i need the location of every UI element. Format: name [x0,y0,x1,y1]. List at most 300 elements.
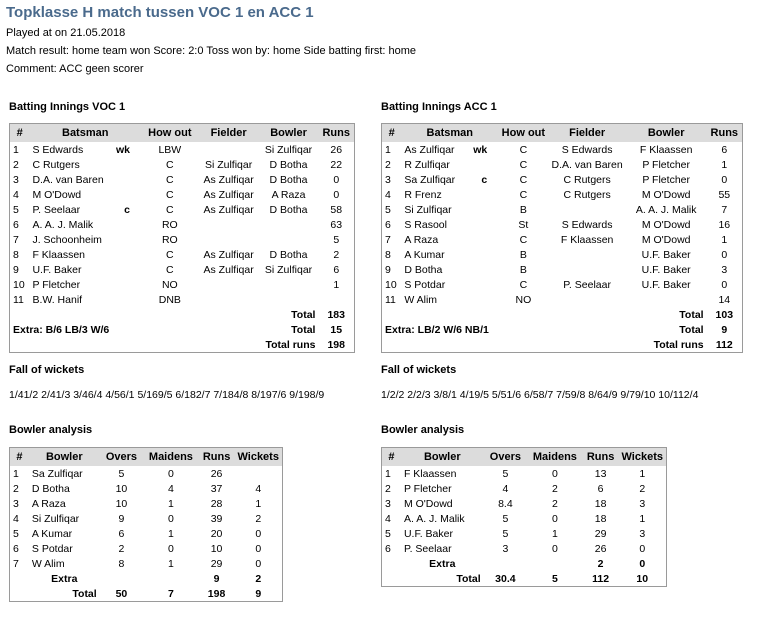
batting-row [10,157,355,172]
fielder [199,277,259,292]
overs: 8.4 [498,497,513,510]
batsman-role-tag: c [481,173,488,186]
batsman-name: A. A. J. Malik [32,218,94,231]
col-runs: Runs [199,448,235,467]
fielder [549,292,626,307]
maidens: 0 [167,512,174,525]
col-fielder: Fielder [549,124,626,143]
fielder: Si Zulfiqar [204,158,253,171]
how-out: DNB [158,293,181,306]
runs: 1 [333,278,340,291]
voc-fall-of-wickets: 1/41/2 2/41/3 3/46/4 4/56/1 5/169/5 6/182/7 7/184/8 8/197/6 9/198/9 [9,389,325,401]
bowler: U.F. Baker [641,278,691,291]
col-runs: Runs [318,124,354,143]
total-maidens: 5 [551,572,558,585]
extra-wickets: 0 [639,557,646,570]
overs: 10 [115,482,128,495]
col-number: # [10,448,29,467]
bowler: P Fletcher [642,173,690,186]
runs: 1 [721,233,728,246]
batsman-number: 6 [13,218,19,231]
batsman-cell [29,232,141,247]
maidens: 0 [167,467,174,480]
batting-row [10,202,355,217]
bowling-row [10,511,283,526]
batting-row [10,262,355,277]
runs: 16 [718,218,731,231]
batsman-cell [401,157,498,172]
acc-batting-title: Batting Innings ACC 1 [381,101,497,113]
wickets: 0 [255,542,262,555]
bowler: M O'Dowd [641,188,691,201]
match-comment: Comment: ACC geen scorer [6,63,144,75]
batsman-role-tag: wk [116,143,131,156]
batsman-cell [29,187,141,202]
bowling-row [382,511,667,526]
runs: 58 [330,203,343,216]
how-out: C [519,173,528,186]
how-out: C [166,263,174,276]
how-out: C [519,158,528,171]
bowler-name: M O'Dowd [403,497,453,510]
bowler-number: 2 [385,482,391,495]
col-runs: Runs [583,448,619,467]
batsman-number: 6 [385,218,391,231]
wickets: 2 [639,482,646,495]
col-maidens: Maidens [527,448,583,467]
batsman-number: 4 [13,188,19,201]
batting-row [10,292,355,307]
batsman-cell [401,217,498,232]
batting-row [10,217,355,232]
col-wickets: Wickets [618,448,666,467]
batsman-name: S Edwards [32,143,84,156]
fielder: S Edwards [561,218,613,231]
bowler-number: 6 [385,542,391,555]
batsman-number: 7 [13,233,19,246]
total-label: Total [679,308,704,321]
bowler: D Botha [269,203,308,216]
total-wickets: 10 [636,572,649,585]
match-result: Match result: home team won Score: 2:0 Toss won by: home Side batting first: home [6,45,417,57]
batsman-cell [401,262,498,277]
fielder: P. Seelaar [563,278,611,291]
fielder [549,262,626,277]
batsman-role-tag: c [124,203,131,216]
total-wickets: 9 [255,587,262,600]
runs: 6 [721,143,728,156]
batsman-number: 5 [385,203,391,216]
runs: 37 [210,482,223,495]
bowling-row [10,541,283,556]
how-out: C [519,188,528,201]
runs: 3 [721,263,728,276]
how-out: B [519,263,527,276]
extras-total-value: 9 [721,323,728,336]
runs: 39 [210,512,223,525]
batsman-number: 2 [385,158,391,171]
batsman-cell [29,157,141,172]
bowler-number: 1 [385,467,391,480]
overs: 5 [502,527,509,540]
batting-row [10,277,355,292]
total-value: 103 [715,308,734,321]
runs: 63 [330,218,343,231]
extras-total-value: 15 [330,323,343,336]
bowler [259,292,319,307]
runs: 20 [210,527,223,540]
batting-row [10,232,355,247]
col-batsman: Batsman [29,124,141,143]
batsman-name: Sa Zulfiqar [404,173,456,186]
bowler: U.F. Baker [641,263,691,276]
bowling-row [10,481,283,496]
maidens: 2 [551,482,558,495]
overs: 5 [502,512,509,525]
bowler-number: 6 [13,542,19,555]
batsman-name: R Frenz [404,188,442,201]
overs: 2 [118,542,125,555]
runs: 26 [330,143,343,156]
bowling-row [382,541,667,556]
runs: 0 [333,188,340,201]
col-how-out: How out [141,124,199,143]
bowler [259,277,319,292]
overs: 10 [115,497,128,510]
acc-batting-table [381,123,743,353]
how-out: C [166,158,174,171]
fielder: S Edwards [561,143,613,156]
played-info: Played at on 21.05.2018 [6,27,126,39]
batsman-number: 11 [13,293,24,306]
maidens: 1 [167,557,174,570]
batsman-name: M O'Dowd [32,188,82,201]
col-maidens: Maidens [143,448,199,467]
bowling-row [10,556,283,571]
how-out: RO [161,233,178,246]
runs: 28 [210,497,223,510]
extra-runs: 2 [597,557,604,570]
col-bowler: Bowler [259,124,319,143]
bowler: P Fletcher [642,158,690,171]
total-maidens: 7 [167,587,174,600]
bowler-number: 5 [385,527,391,540]
batting-row [382,232,743,247]
bowler-name: P Fletcher [403,482,452,495]
voc-batting-table [9,123,355,353]
how-out: C [166,248,174,261]
batsman-number: 1 [385,143,391,156]
fielder [199,217,259,232]
batsman-cell [29,142,141,157]
extra-label: Extra [429,557,456,570]
batting-row [382,217,743,232]
how-out: NO [515,293,532,306]
batsman-number: 3 [385,173,391,186]
batsman-cell [29,292,141,307]
bowler-name: D Botha [31,482,70,495]
batsman-number: 2 [13,158,19,171]
fielder [549,247,626,262]
batsman-number: 7 [385,233,391,246]
batting-row [382,292,743,307]
maidens: 0 [167,542,174,555]
how-out: C [519,143,528,156]
maidens: 1 [167,497,174,510]
wickets [234,466,282,481]
batsman-name: S Potdar [404,278,446,291]
fielder: C Rutgers [563,188,611,201]
batsman-number: 1 [13,143,19,156]
bowler: A Raza [271,188,306,201]
batsman-name: U.F. Baker [32,263,82,276]
bowler-name: Si Zulfiqar [31,512,80,525]
batsman-name: J. Schoonheim [32,233,102,246]
bowler: M O'Dowd [641,233,691,246]
total-overs: 50 [115,587,128,600]
maidens: 2 [551,497,558,510]
batsman-name: S Rasool [404,218,447,231]
batsman-name: As Zulfiqar [404,143,455,156]
overs: 6 [118,527,125,540]
runs: 29 [594,527,607,540]
batsman-name: A Kumar [404,248,445,261]
overs: 9 [118,512,125,525]
fielder: C Rutgers [563,173,611,186]
runs: 55 [718,188,731,201]
batsman-number: 5 [13,203,19,216]
total-label: Total [456,572,481,585]
how-out: C [166,203,174,216]
fielder: As Zulfiqar [203,188,254,201]
bowler-number: 4 [385,512,391,525]
col-bowler: Bowler [626,124,707,143]
bowler: F Klaassen [639,143,693,156]
maidens: 0 [551,512,558,525]
batsman-number: 8 [385,248,391,261]
wickets: 3 [639,527,646,540]
fielder [199,232,259,247]
wickets: 1 [639,467,646,480]
maidens: 1 [167,527,174,540]
bowler: U.F. Baker [641,248,691,261]
batsman-name: P. Seelaar [32,203,81,216]
batsman-cell [29,247,141,262]
col-number: # [10,124,30,143]
runs [318,292,354,307]
batsman-cell [29,262,141,277]
batsman-number: 3 [13,173,19,186]
total-value: 183 [327,308,345,321]
col-how-out: How out [498,124,548,143]
fielder [199,292,259,307]
runs: 29 [210,557,223,570]
voc-bowling-title: Bowler analysis [9,424,93,436]
col-number: # [382,448,401,467]
overs: 4 [502,482,509,495]
bowler [626,292,707,307]
total-overs: 30.4 [495,572,516,585]
runs: 13 [594,467,607,480]
bowler-name: U.F. Baker [403,527,453,540]
how-out: NO [161,278,178,291]
batting-row [382,262,743,277]
runs: 26 [594,542,607,555]
bowler: D Botha [269,248,308,261]
batting-row [10,187,355,202]
total-runs: 198 [207,587,226,600]
bowler-name: P. Seelaar [403,542,452,555]
fielder: As Zulfiqar [203,263,254,276]
fielder: D.A. van Baren [551,158,623,171]
runs: 6 [333,263,340,276]
wickets: 1 [255,497,262,510]
wickets: 1 [639,512,646,525]
batsman-number: 10 [13,278,25,291]
runs: 2 [333,248,340,261]
batsman-cell [29,172,141,187]
batting-row [10,142,355,157]
batsman-name: D Botha [404,263,443,276]
maidens: 0 [551,467,558,480]
batting-row [10,247,355,262]
total-runs-label: Total runs [265,338,316,351]
runs: 18 [594,497,607,510]
col-bowler: Bowler [29,448,100,467]
bowling-row [382,526,667,541]
maidens: 4 [167,482,174,495]
batsman-cell [401,277,498,292]
col-bowler: Bowler [401,448,484,467]
runs: 0 [333,173,340,186]
runs: 26 [210,467,223,480]
batsman-cell [29,202,141,217]
extras-total-label: Total [291,323,316,336]
batsman-name: C Rutgers [32,158,80,171]
how-out: B [519,248,527,261]
how-out: C [166,188,174,201]
overs: 3 [502,542,509,555]
bowler-name: A. A. J. Malik [403,512,465,525]
total-runs-label: Total runs [653,338,704,351]
batsman-cell [401,202,498,217]
how-out: LBW [158,143,182,156]
total-runs-value: 198 [327,338,345,351]
batsman-cell [401,172,498,187]
bowler-name: Sa Zulfiqar [31,467,83,480]
bowler: M O'Dowd [641,218,691,231]
batsman-cell [29,277,141,292]
overs: 8 [118,557,125,570]
batsman-name: D.A. van Baren [32,173,104,186]
bowler-name: W Alim [31,557,65,570]
bowler: Si Zulfiqar [264,143,313,156]
how-out: B [519,203,527,216]
bowler [259,217,319,232]
col-overs: Overs [100,448,143,467]
overs: 5 [502,467,509,480]
col-wickets: Wickets [234,448,282,467]
voc-bowling-table [9,447,283,602]
runs: 1 [721,158,728,171]
bowler-name: A Raza [31,497,66,510]
bowler: D Botha [269,173,308,186]
batsman-cell [401,142,498,157]
batting-row [382,277,743,292]
fielder: F Klaassen [560,233,614,246]
bowler: Si Zulfiqar [264,263,313,276]
batting-row [382,187,743,202]
runs: 14 [718,293,731,306]
col-runs: Runs [707,124,743,143]
extra-label: Extra [51,572,78,585]
acc-bowling-table [381,447,667,587]
runs: 0 [721,278,728,291]
batting-row [382,172,743,187]
runs: 5 [333,233,340,246]
batsman-cell [29,217,141,232]
bowling-row [10,466,283,481]
fielder: As Zulfiqar [203,248,254,261]
overs: 5 [118,467,125,480]
extras-label: Extra: LB/2 W/6 NB/1 [385,323,489,336]
extra-runs: 9 [213,572,220,585]
batsman-name: B.W. Hanif [32,293,83,306]
acc-bowling-title: Bowler analysis [381,424,465,436]
bowler-number: 3 [13,497,19,510]
acc-fow-title: Fall of wickets [381,364,457,376]
runs: 10 [210,542,223,555]
bowling-row [382,496,667,511]
bowler: A. A. J. Malik [635,203,697,216]
bowler-number: 4 [13,512,19,525]
batting-row [382,142,743,157]
batsman-number: 8 [13,248,19,261]
maidens: 0 [551,542,558,555]
fielder: As Zulfiqar [203,173,254,186]
how-out: RO [161,218,178,231]
bowling-row [382,466,667,481]
bowler-number: 3 [385,497,391,510]
batting-row [382,247,743,262]
batsman-name: F Klaassen [32,248,85,261]
batting-row [382,202,743,217]
batsman-cell [401,232,498,247]
extras-total-label: Total [679,323,704,336]
runs: 22 [330,158,343,171]
fielder [199,142,259,157]
extras-label: Extra: B/6 LB/3 W/6 [13,323,110,336]
acc-fall-of-wickets: 1/2/2 2/2/3 3/8/1 4/19/5 5/51/6 6/58/7 7/59/8 8/64/9 9/79/10 10/112/4 [381,389,699,401]
batsman-cell [401,187,498,202]
fielder [549,202,626,217]
bowler-number: 2 [13,482,19,495]
bowler-number: 5 [13,527,19,540]
col-fielder: Fielder [199,124,259,143]
maidens: 1 [551,527,558,540]
bowling-row [10,496,283,511]
batsman-name: Si Zulfiqar [404,203,452,216]
bowling-row [382,481,667,496]
batsman-cell [401,292,498,307]
extra-wickets: 2 [255,572,262,585]
bowler [259,232,319,247]
batsman-name: R Zulfiqar [404,158,450,171]
wickets: 2 [255,512,262,525]
col-number: # [382,124,402,143]
batting-row [382,157,743,172]
bowler-number: 1 [13,467,19,480]
